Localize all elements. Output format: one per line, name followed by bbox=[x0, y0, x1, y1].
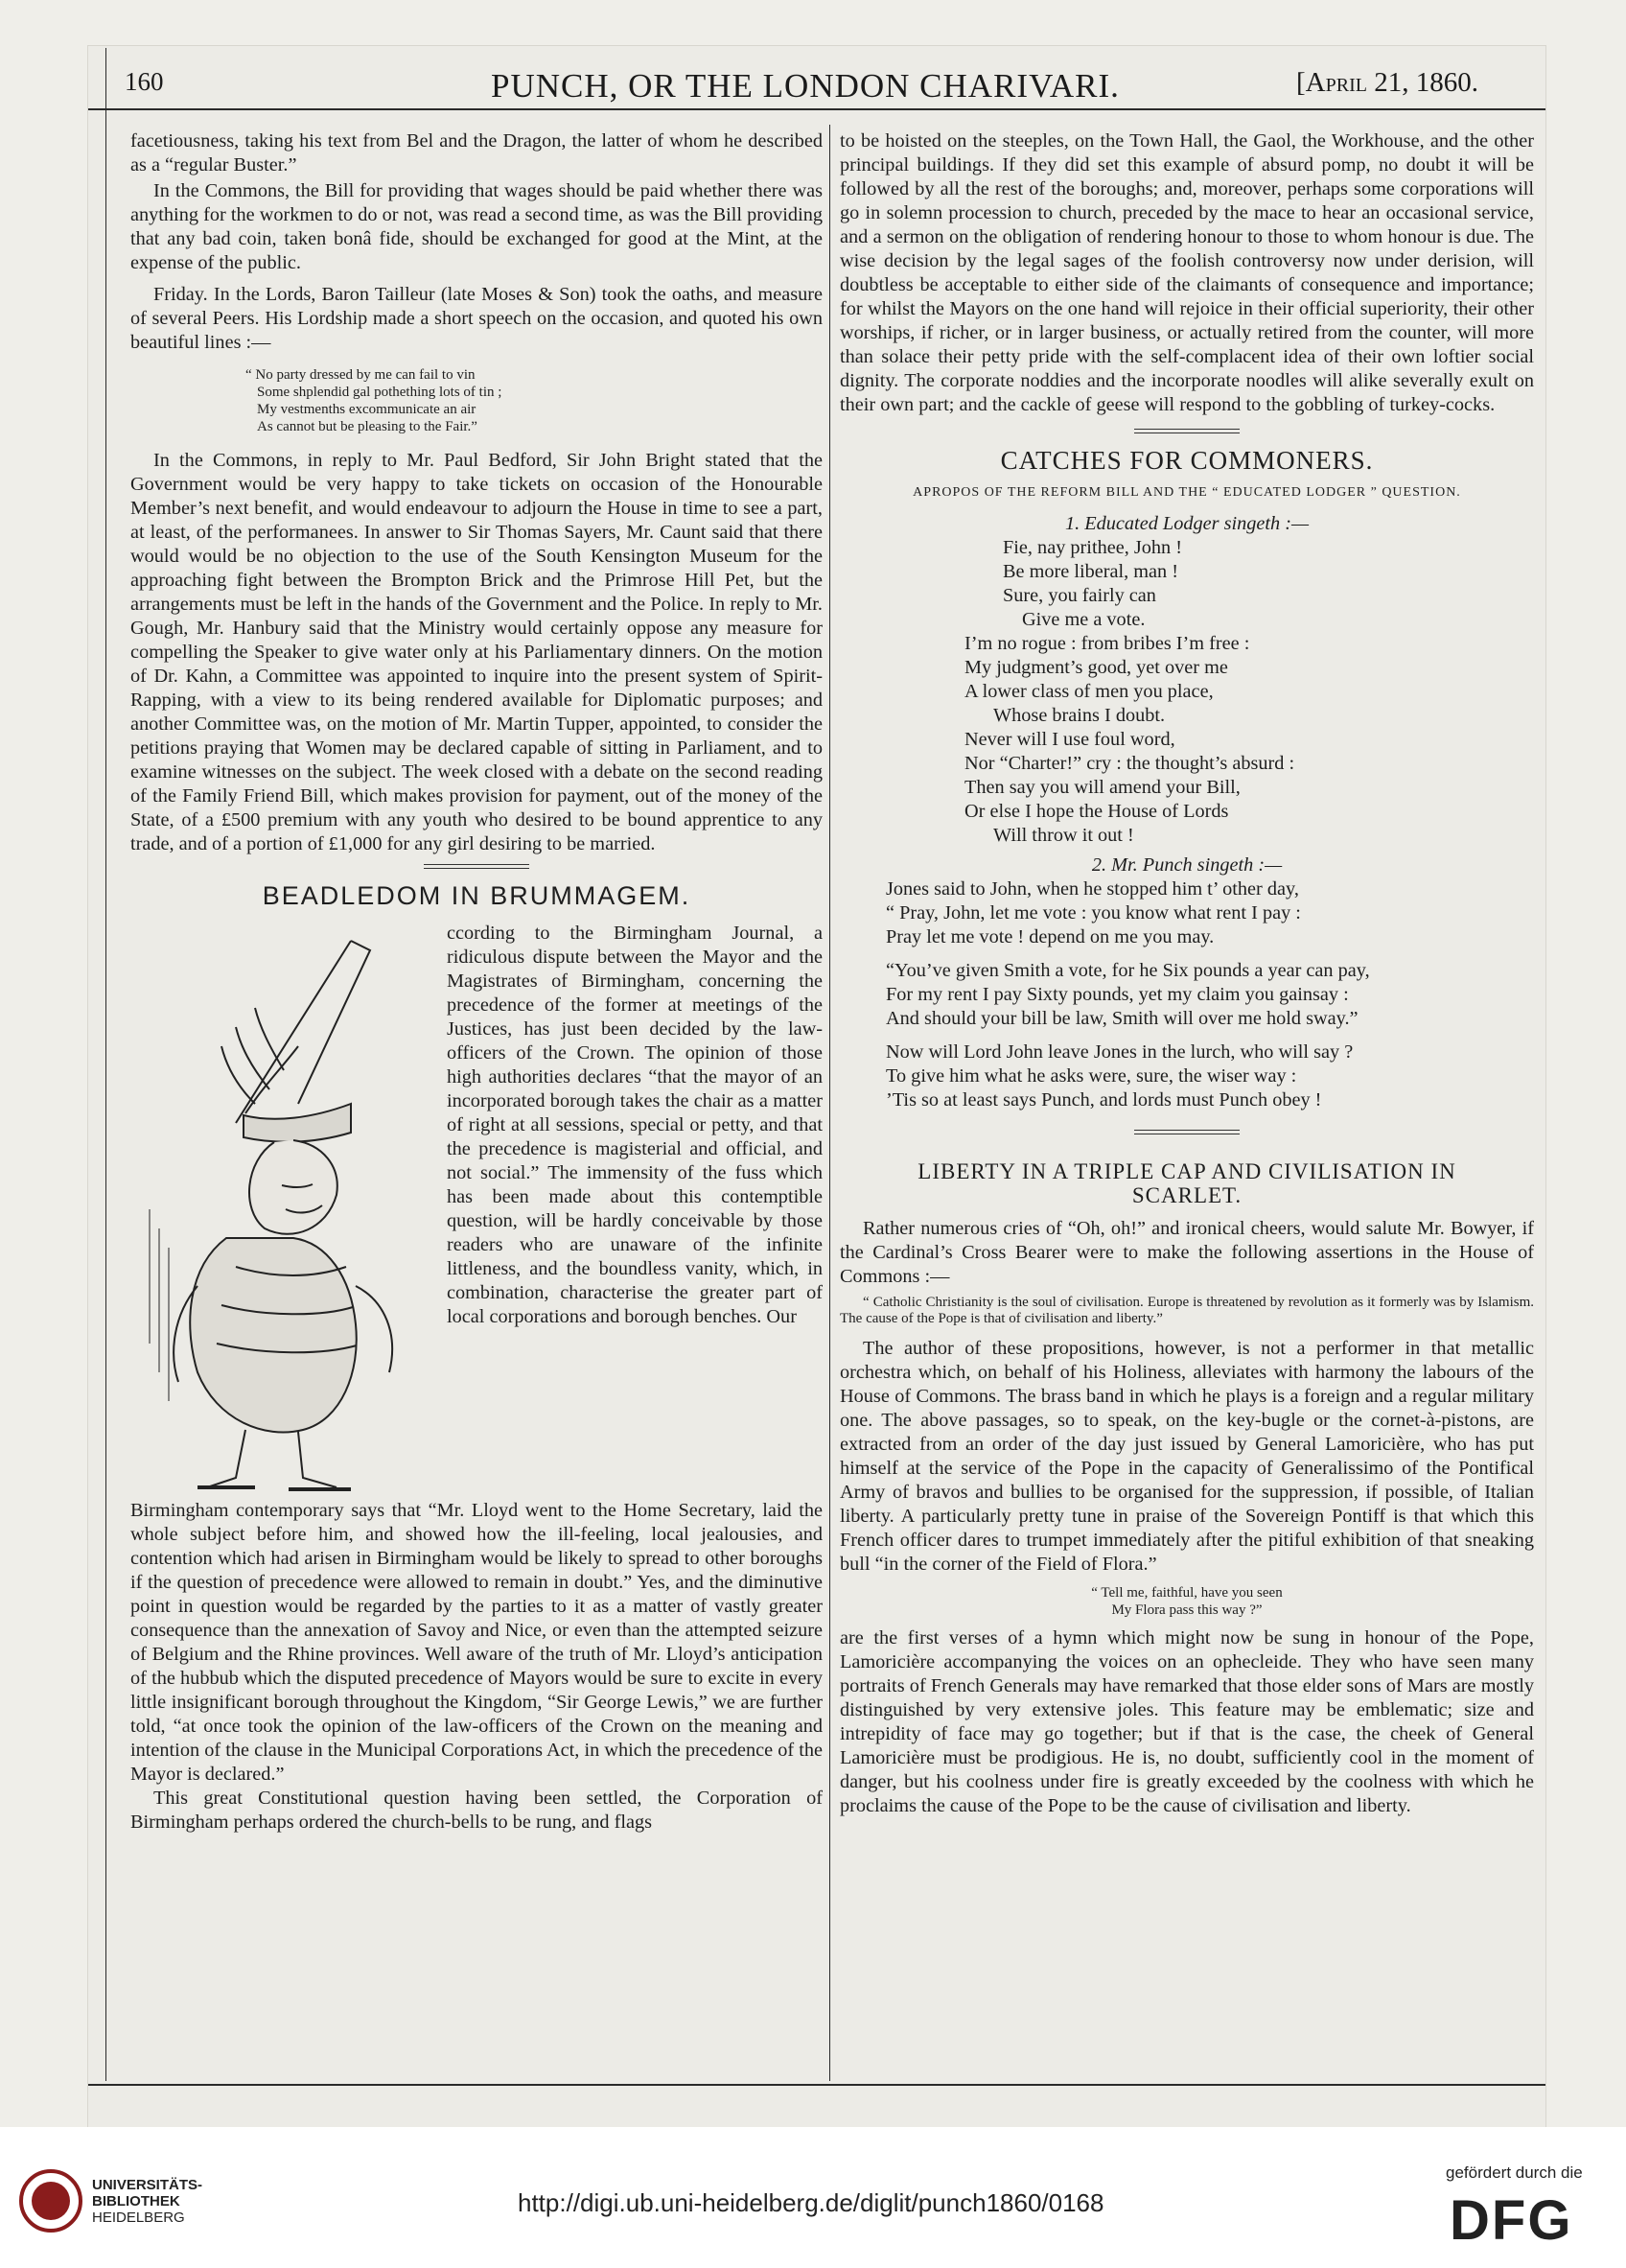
left-column bbox=[130, 129, 823, 1835]
verse-line: “ Tell me, faithful, have you seen bbox=[1091, 1585, 1283, 1601]
stanza bbox=[886, 959, 1534, 1031]
paragraph: This great Constitutional question having been settled, the Corporation of Birmingham perhaps ordered the church-bells to be rung, and flags bbox=[130, 1788, 823, 1833]
verse-line: “ Pray, John, let me vote : you know what rent I pay : bbox=[886, 902, 1301, 924]
issue-date: [April 21, 1860. bbox=[1296, 67, 1478, 98]
verse-line: A lower class of men you place, bbox=[964, 681, 1214, 702]
verse-quote bbox=[245, 366, 823, 435]
quoted-couplet bbox=[840, 1584, 1534, 1619]
verse-line: Now will Lord John leave Jones in the lurch, who will say ? bbox=[886, 1041, 1354, 1063]
stanza bbox=[886, 877, 1534, 949]
section-divider bbox=[424, 868, 529, 869]
beadle-caricature-illustration bbox=[130, 922, 428, 1497]
funded-by-text: gefördert durch die bbox=[1446, 2163, 1583, 2182]
verse-line: Will throw it out ! bbox=[993, 825, 1134, 846]
section-heading: CATCHES FOR COMMONERS. bbox=[1000, 446, 1374, 475]
library-name-line: UNIVERSITÄTS- bbox=[92, 2177, 203, 2193]
paragraph: ccording to the Birmingham Journal, a ridiculous dispute between the Mayor and the Magistrates of Birmingham, concerning the precedence of the former at meetings of the Justices, has just been decided by the law-officers of the Crown. The opinion of those high authorities declares “that the mayor of an incorporated borough takes the chair as a matter of right at all sessions, special or petty, and that the precedence is magisterial and official, and not social.” The immensity of the fuss which has been made about this contemptible question, will be hardly conceivable by those readers who are unaware of the infinite littleness, and the boundless vanity, which, in combination, characterise the greater part of local corporations and borough benches. Our bbox=[447, 923, 823, 1327]
paragraph: Rather numerous cries of “Oh, oh!” and ironical cheers, would salute Mr. Bowyer, if the Cardinal’s Cross Bearer were to make the following assertions in the House of Commons :— bbox=[840, 1218, 1534, 1287]
paragraph: are the first verses of a hymn which might now be sung in honour of the Pope, Lamoricière accompanying the voices on an ophecleide. They who have seen many portraits of French Generals may have remarked that those elder sons of Mars are mostly distinguished by very extensive joles. This feature may be emblematic; size and intrepidity of face may go together; but if that is the case, the cheek of General Lamoricière must be prodigious. He is, no doubt, sufficiently cool in the moment of danger, but his coolness under fire is greatly exceeded by the coolness with which he proclaims the cause of the Pope to be the cause of civilisation and liberty. bbox=[840, 1627, 1534, 1816]
right-column bbox=[840, 129, 1534, 1818]
paragraph: In the Commons, in reply to Mr. Paul Bedford, Sir John Bright stated that the Government would be very happy to take tickets on occasion of the Honourable Member’s next benefit, and would endeavour to adjourn the House in time to see a part, at least, of the performanees. In answer to Sir Thomas Sayers, Mr. Caunt said that there would would be no objection to the use of the South Kensington Museum for the approaching fight between the Brompton Brick and the Primrose Hill Pet, but the arrangements must be left in the hands of the Government and the Police. In reply to Mr. Gough, Mr. Hanbury said that the Ministry would certainly oppose any measure for compelling the Speaker to give water only at his Parliamentary dinners. On the motion of Dr. Kahn, a Committee was appointed to inquire into the present system of Spirit-Rapping, with a view to its being rendered available for Diplomatic purposes; and another Committee was, on the motion of Mr. Martin Tupper, appointed, to consider the petitions praying that Women may be declared capable of sitting in Parliament, and to examine witnesses on the subject. The week closed with a debate on the second reading of the Family Friend Bill, which makes provision for payment, out of the money of the State, of a £500 premium with any youth who desired to be bound apprentice to any trade, and of a portion of £1,000 for any girl desiring to be married. bbox=[130, 450, 823, 854]
library-name-line: HEIDELBERG bbox=[92, 2210, 185, 2226]
verse-line: Fie, nay prithee, John ! bbox=[1003, 537, 1182, 558]
verse-line: And should your bill be law, Smith will over me hold sway.” bbox=[886, 1008, 1359, 1029]
section-divider bbox=[1134, 429, 1240, 430]
paragraph: Birmingham contemporary says that “Mr. Lloyd went to the Home Secretary, laid the whole subject before him, and showed how the ill-feeling, local jealousies, and contention which had arisen in Birmingham would be likely to spread to other boroughs if the question of precedence were allowed to remain in doubt.” Yes, and the diminutive point in question would be regarded by the parties to it as a matter of vastly greater consequence than the annexation of Savoy and Nice, or even than the attempted seizure of Belgium and the Rhine provinces. Well aware of the truth of Mr. Lloyd’s anticipation of the hubbub which the disputed precedence of Mayors would be sure to excite in every little insignificant borough throughout the Kingdom, “Sir George Lewis,” we are further told, “at once took the opinion of the law-officers of the Crown on the meaning and intention of the clause in the Municipal Corporations Act, in which the precedence of the Mayor is declared.” bbox=[130, 1500, 823, 1785]
song-verse bbox=[886, 877, 1534, 1112]
section-subheading: APROPOS OF THE REFORM BILL AND THE “ EDUCATED LODGER ” QUESTION. bbox=[913, 485, 1461, 500]
verse-line: To give him what he asks were, sure, the wiser way : bbox=[886, 1065, 1297, 1087]
paragraph: The author of these propositions, however, is not a performer in that metallic orchestra which, on behalf of his Holiness, alleviates with harmony the labours of the House of Commons. The brass band in which he plays is a foreign and a regular military one. The above passages, so to speak, on the key-bugle or the cornet-à-pistons, are extracted from an order of the day just issued by General Lamoricière, who has put himself at the service of the Pope in the capacity of Generalissimo of the Pontifical Army of bravos and bullies to be organised for the suppression, if possible, of Italian liberty. A particularly pretty tune in praise of the Sovereign Pontiff is that which this French officer dares to trumpet immediately after the pitiful exhibition of that sneaking bull “in the corner of the Field of Flora.” bbox=[840, 1338, 1534, 1575]
paragraph: to be hoisted on the steeples, on the Town Hall, the Gaol, the Workhouse, and the other principal buildings. If they did set this example of absurd pomp, no doubt it will be followed by all the rest of the boroughs; and, moreover, perhaps some corporations will go in solemn procession to church, preceded by the mace to hear an occasional service, and a sermon on the obligation of rendering honour to those to whom honour is due. The wise decision by the legal sages of the foolish controversy now under derision, will doubtless be acceptable to either side of the claimants of consequence and importance; for whilst the Mayors on the one hand will rejoice in their official superiority, their other worships, if richer, or in larger business, or actually retired from the counter, will more than solace their petty pride with the self-complacent idea of their own loftier social dignity. The corporate noddies and the incorporate noodles will alike severally exult on their own part; and the cackle of geese will respond to the gobbling of turkey-cocks. bbox=[840, 130, 1534, 415]
stanza bbox=[886, 1040, 1534, 1112]
verse-line: Give me a vote. bbox=[1022, 609, 1146, 630]
column-divider bbox=[829, 125, 830, 2081]
footer-rule bbox=[88, 2084, 1545, 2086]
source-url-link[interactable]: http://digi.ub.uni-heidelberg.de/diglit/punch1860/0168 bbox=[518, 2188, 1104, 2217]
paragraph: facetiousness, taking his text from Bel and the Dragon, the latter of whom he described as a “regular Buster.” bbox=[130, 130, 823, 175]
masthead-title: PUNCH, OR THE LONDON CHARIVARI. bbox=[491, 67, 1120, 105]
section-heading: LIBERTY IN A TRIPLE CAP AND CIVILISATION IN bbox=[918, 1159, 1456, 1183]
verse-line: Nor “Charter!” cry : the thought’s absurd : bbox=[964, 753, 1295, 774]
page-number: 160 bbox=[125, 67, 164, 96]
header-rule bbox=[88, 108, 1545, 110]
left-margin-rule bbox=[105, 48, 106, 2081]
verse-line: Never will I use foul word, bbox=[964, 729, 1175, 750]
verse-line: Some shplendid gal pothething lots of tin ; bbox=[257, 385, 502, 400]
verse-line: Or else I hope the House of Lords bbox=[964, 801, 1229, 822]
verse-line: “ No party dressed by me can fail to vin bbox=[245, 367, 476, 383]
verse-line: ’Tis so at least says Punch, and lords must Punch obey ! bbox=[886, 1089, 1322, 1111]
dfg-logo: DFG bbox=[1450, 2189, 1573, 2252]
wrapped-text bbox=[447, 922, 823, 1329]
quoted-order: “ Catholic Christianity is the soul of civilisation. Europe is threatened by revolution as it formerly was by Islamism. The cause of the Pope is that of civilisation and liberty.” bbox=[840, 1295, 1534, 1326]
library-name-line: BIBLIOTHEK bbox=[92, 2193, 180, 2210]
verse-line: Sure, you fairly can bbox=[1003, 585, 1156, 606]
section-heading: SCARLET. bbox=[1131, 1183, 1243, 1207]
song-title: 1. Educated Lodger singeth :— bbox=[1064, 513, 1310, 534]
verse-line: My judgment’s good, yet over me bbox=[964, 657, 1228, 678]
verse-line: Be more liberal, man ! bbox=[1003, 561, 1179, 582]
university-seal-icon bbox=[17, 2167, 84, 2234]
page-header bbox=[125, 67, 1534, 109]
song-verse bbox=[964, 536, 1534, 848]
verse-line: My vestmenths excommunicate an air bbox=[257, 402, 476, 417]
verse-line: Whose brains I doubt. bbox=[993, 705, 1166, 726]
song-title: 2. Mr. Punch singeth :— bbox=[1091, 854, 1283, 876]
illustration-wrap bbox=[130, 922, 823, 1499]
verse-line: My Flora pass this way ?” bbox=[1111, 1602, 1263, 1618]
section-divider bbox=[1134, 1130, 1240, 1131]
section-divider bbox=[424, 864, 529, 865]
digitization-footer bbox=[0, 2127, 1626, 2268]
verse-line: For my rent I pay Sixty pounds, yet my claim you gainsay : bbox=[886, 984, 1349, 1005]
section-heading: BEADLEDOM IN BRUMMAGEM. bbox=[262, 881, 691, 910]
verse-line: Pray let me vote ! depend on me you may. bbox=[886, 926, 1215, 947]
verse-line: Jones said to John, when he stopped him t’ other day, bbox=[886, 878, 1299, 900]
verse-line: Then say you will amend your Bill, bbox=[964, 777, 1241, 798]
verse-line: “You’ve given Smith a vote, for he Six pounds a year can pay, bbox=[886, 960, 1370, 981]
library-name bbox=[92, 2177, 202, 2226]
paragraph: In the Commons, the Bill for providing that wages should be paid whether there was anything for the workmen to do or not, was read a second time, as was the Bill providing that any bad coin, taken bonâ fide, should be exchanged for good at the Mint, at the expense of the public. bbox=[130, 180, 823, 273]
paragraph: Friday. In the Lords, Baron Tailleur (late Moses & Son) took the oaths, and measure of several Peers. His Lordship made a short speech on the occasion, and quoted his own beautiful lines :— bbox=[130, 284, 823, 353]
verse-line: As cannot but be pleasing to the Fair.” bbox=[257, 419, 477, 434]
verse-line: I’m no rogue : from bribes I’m free : bbox=[964, 633, 1250, 654]
